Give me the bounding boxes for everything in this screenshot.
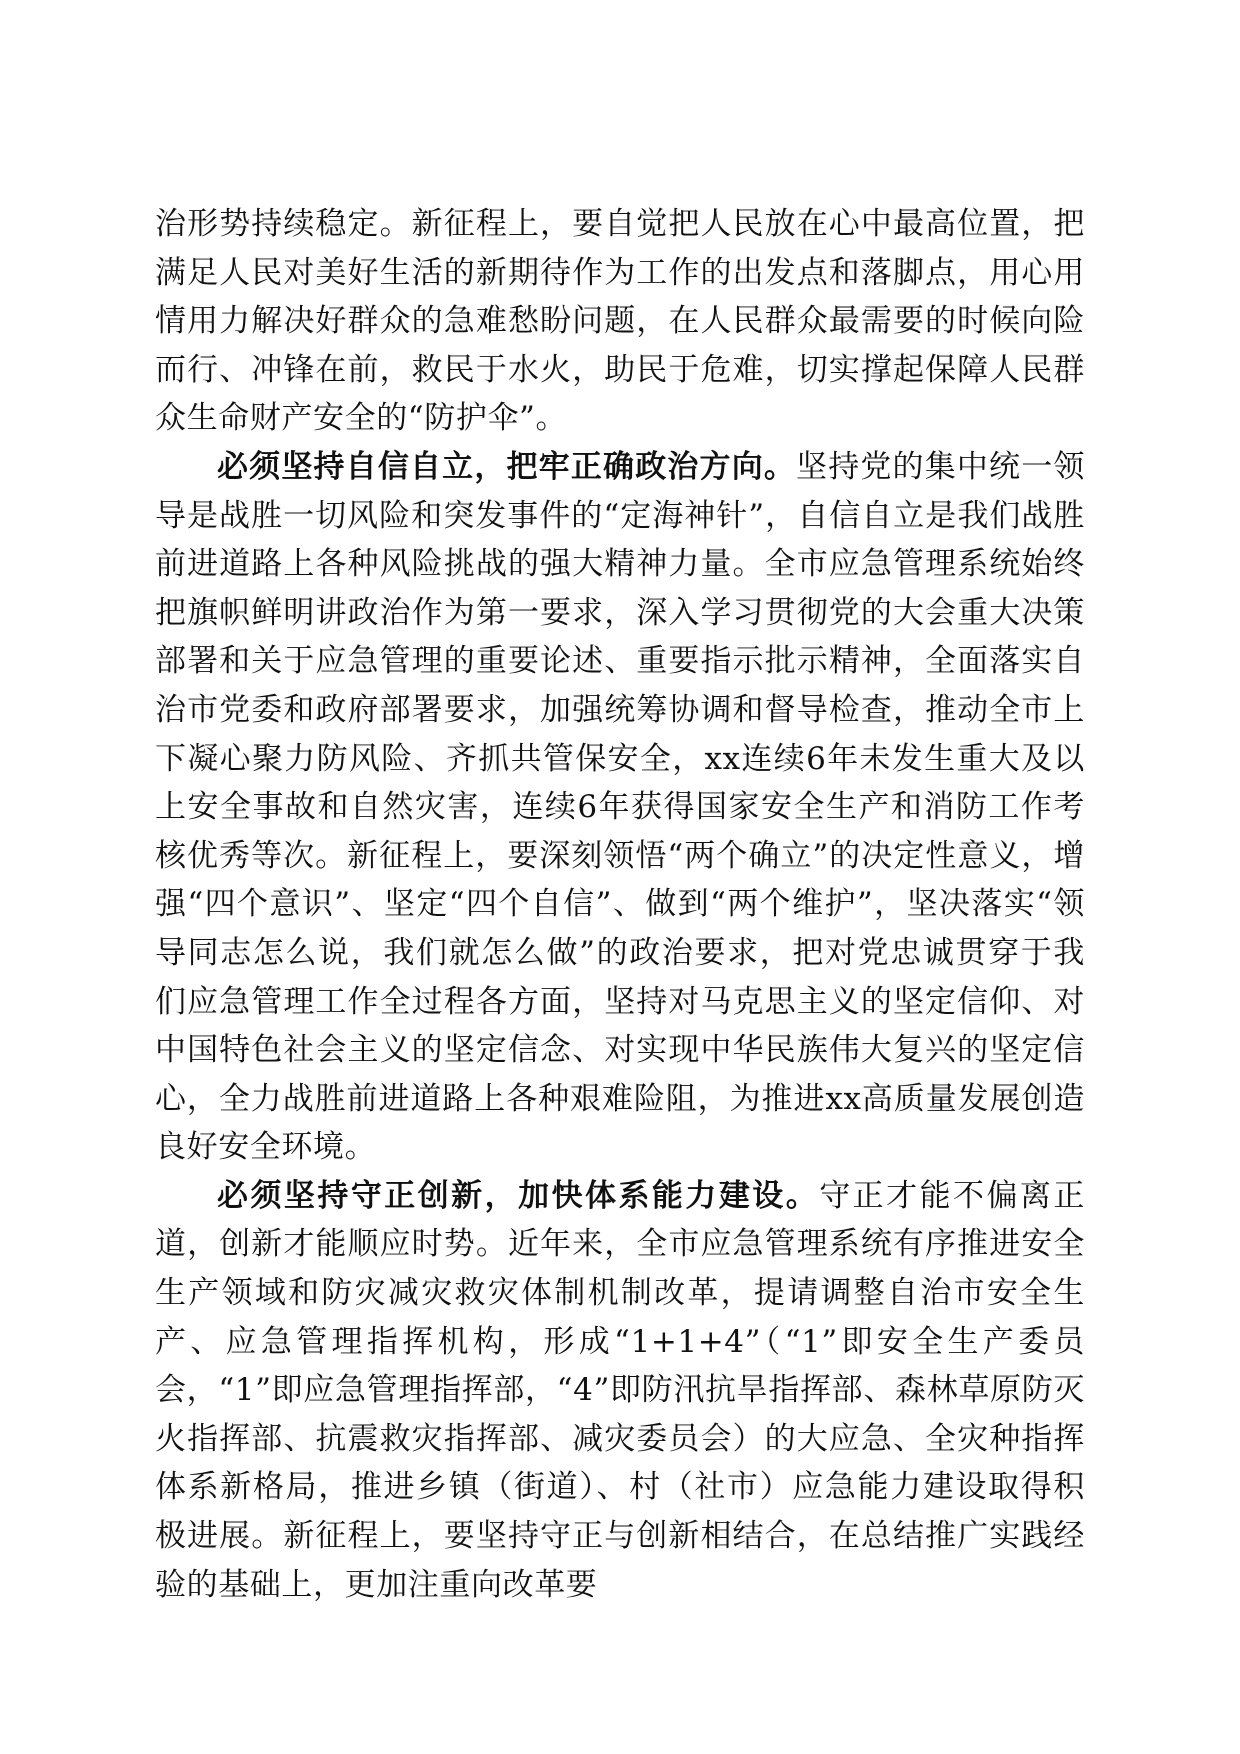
paragraph-lead-heading: 必须坚持自信自立，把牢正确政治方向。	[217, 448, 797, 485]
paragraph-continuation: 治形势持续稳定。新征程上，要自觉把人民放在心中最高位置，把满足人民对美好生活的新期待作为工作的出发点和落脚点，用心用情用力解决好群众的急难愁盼问题，在人民群众最需要的时候向险而行、冲锋在前，救民于水火，助民于危难，切实撑起保障人民群众生命财产安全的“防护伞”。	[155, 206, 1085, 437]
paragraph-political-direction	[155, 443, 1085, 1172]
paragraph-body-text: 守正才能不偏离正道，创新才能顺应时势。近年来，全市应急管理系统有序推进安全生产领域和防灾减灾救灾体制机制改革，提请调整自治市安全生产、应急管理指挥机构，形成“1+1+4”（“1”即安全生产委员会，“1”即应急管理指挥部，“4”即防汛抗旱指挥部、森林草原防灭火指挥部、抗震救灾指挥部、减灾委员会）的大应急、全灾种指挥体系新格局，推进乡镇（街道）、村（社市）应急能力建设取得积极进展。新征程上，要坚持守正与创新相结合，在总结推广实践经验的基础上，更加注重向改革要	[155, 1177, 1085, 1603]
document-body	[155, 200, 1085, 1609]
paragraph-body-text: 坚持党的集中统一领导是战胜一切风险和突发事件的“定海神针”，自信自立是我们战胜前进道路上各种风险挑战的强大精神力量。全市应急管理系统始终把旗帜鲜明讲政治作为第一要求，深入学习贯彻党的大会重大决策部署和关于应急管理的重要论述、重要指示批示精神，全面落实自治市党委和政府部署要求，加强统筹协调和督导检查，推动全市上下凝心聚力防风险、齐抓共管保安全，xx连续6年未发生重大及以上安全事故和自然灾害，连续6年获得国家安全生产和消防工作考核优秀等次。新征程上，要深刻领悟“两个确立”的决定性意义，增强“四个意识”、坚定“四个自信”、做到“两个维护”，坚决落实“领导同志怎么说，我们就怎么做”的政治要求，把对党忠诚贯穿于我们应急管理工作全过程各方面，坚持对马克思主义的坚定信仰、对中国特色社会主义的坚定信念、对实现中华民族伟大复兴的坚定信心，全力战胜前进道路上各种艰难险阻，为推进xx高质量发展创造良好安全环境。	[155, 448, 1085, 1166]
paragraph-innovation	[155, 1172, 1085, 1609]
paragraph-lead-heading: 必须坚持守正创新，加快体系能力建设。	[217, 1177, 820, 1214]
